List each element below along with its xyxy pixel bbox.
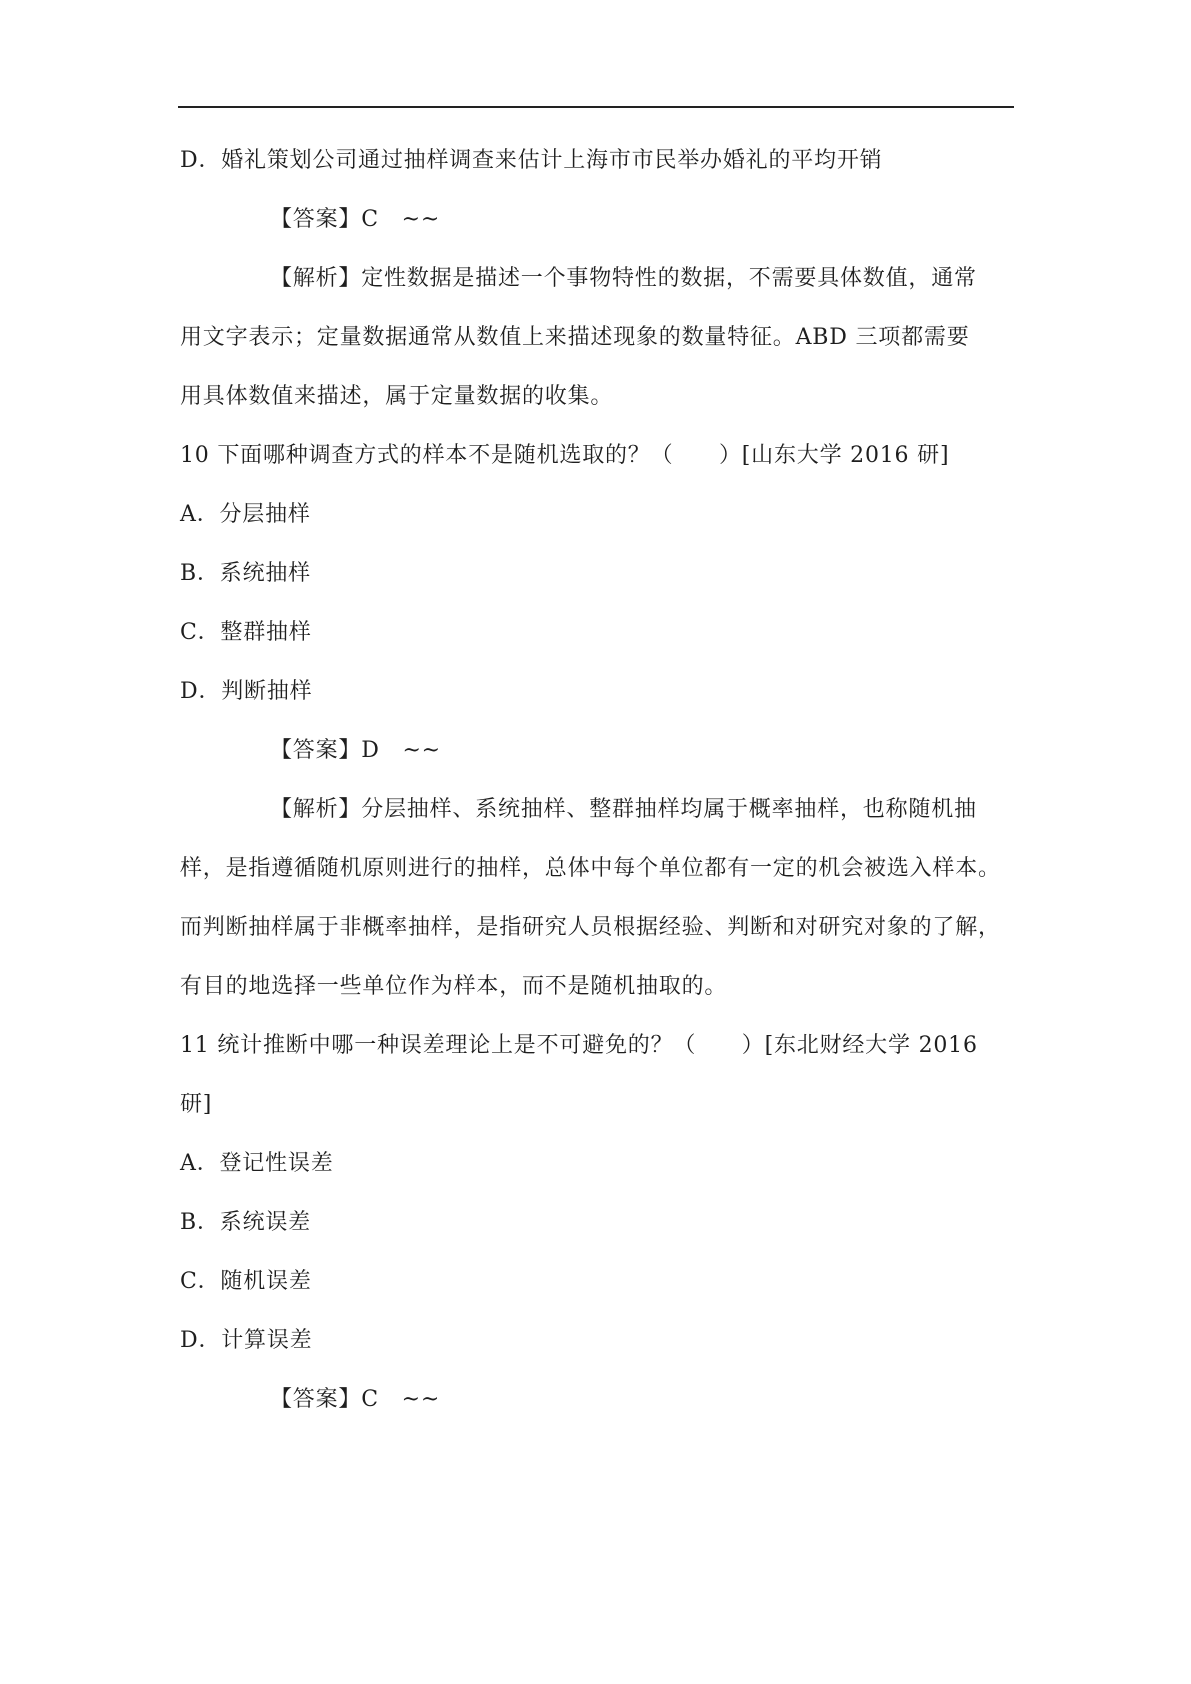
q10-option-b: B．系统抽样 bbox=[180, 561, 311, 586]
q10-analysis-line-1: 【解析】分层抽样、系统抽样、整群抽样均属于概率抽样，也称随机抽 bbox=[270, 797, 977, 822]
q11-question-line-1: 11 统计推断中哪一种误差理论上是不可避免的？（ ）[东北财经大学 2016 bbox=[180, 1033, 978, 1058]
q9-analysis-line-1: 【解析】定性数据是描述一个事物特性的数据，不需要具体数值，通常 bbox=[270, 266, 977, 291]
q11-question-line-2: 研] bbox=[180, 1092, 213, 1117]
q10-option-c: C．整群抽样 bbox=[180, 620, 312, 645]
q9-option-d: D．婚礼策划公司通过抽样调查来估计上海市市民举办婚礼的平均开销 bbox=[180, 148, 883, 173]
q10-option-d: D．判断抽样 bbox=[180, 679, 313, 704]
q10-analysis-line-2: 样，是指遵循随机原则进行的抽样，总体中每个单位都有一定的机会被选入样本。 bbox=[180, 856, 1001, 881]
header-rule bbox=[178, 106, 1014, 108]
q10-analysis-line-3: 而判断抽样属于非概率抽样，是指研究人员根据经验、判断和对研究对象的了解， bbox=[180, 915, 1001, 940]
q9-answer: 【答案】C ~~ bbox=[270, 207, 441, 232]
q9-analysis-line-2: 用文字表示；定量数据通常从数值上来描述现象的数量特征。ABD 三项都需要 bbox=[180, 325, 970, 350]
q11-option-a: A．登记性误差 bbox=[180, 1151, 334, 1176]
q11-option-b: B．系统误差 bbox=[180, 1210, 311, 1235]
q9-analysis-line-3: 用具体数值来描述，属于定量数据的收集。 bbox=[180, 384, 614, 409]
q11-answer: 【答案】C ~~ bbox=[270, 1387, 441, 1412]
q10-answer: 【答案】D ~~ bbox=[270, 738, 441, 763]
q10-question: 10 下面哪种调查方式的样本不是随机选取的？（ ）[山东大学 2016 研] bbox=[180, 443, 950, 468]
q11-option-d: D．计算误差 bbox=[180, 1328, 313, 1353]
q10-option-a: A．分层抽样 bbox=[180, 502, 311, 527]
q11-option-c: C．随机误差 bbox=[180, 1269, 312, 1294]
q10-analysis-line-4: 有目的地选择一些单位作为样本，而不是随机抽取的。 bbox=[180, 974, 728, 999]
